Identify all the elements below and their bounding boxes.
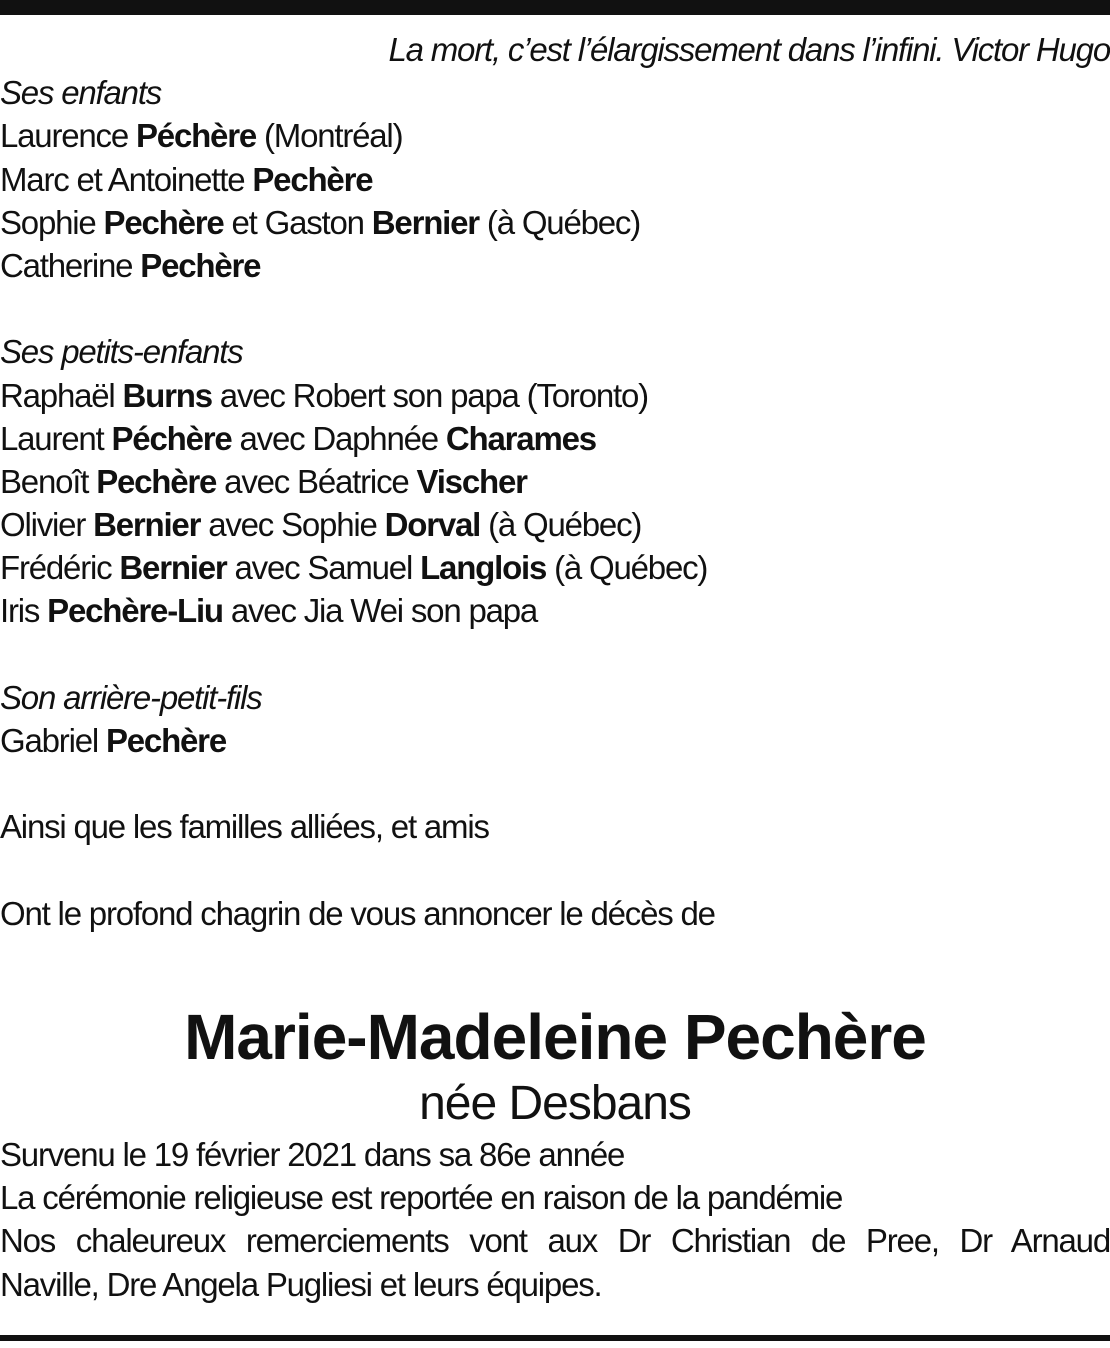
name-text: Frédéric: [0, 549, 120, 587]
surname: Pechère: [252, 160, 373, 198]
family-member-line: [0, 503, 1110, 546]
surname: Péchère: [111, 419, 232, 457]
name-text: avec Daphnée: [231, 419, 446, 457]
name-spacer: [0, 935, 1110, 999]
name-text: Iris: [0, 592, 48, 630]
name-text: (Montréal): [256, 117, 403, 155]
section-spacer: [0, 762, 1110, 805]
name-text: Laurence: [0, 117, 136, 155]
family-member-line: [0, 114, 1110, 157]
family-member-line: [0, 158, 1110, 201]
surname: Charames: [445, 419, 596, 457]
name-text: Catherine: [0, 246, 141, 284]
death-date-text: Survenu le 19 février 2021 dans sa 86e année: [0, 1135, 625, 1173]
name-text: (à Québec): [546, 549, 708, 587]
name-text: avec Béatrice: [216, 462, 417, 500]
surname: Bernier: [93, 506, 201, 544]
name-text: Gabriel: [0, 722, 106, 759]
family-member-line: [0, 589, 1110, 632]
allied-families-text: Ainsi que les familles alliées, et amis: [0, 808, 489, 846]
name-text: Sophie: [0, 203, 104, 241]
section-spacer: [0, 633, 1110, 676]
surname: Bernier: [371, 203, 479, 241]
name-text: (à Québec): [480, 506, 642, 544]
family-member-line: [0, 374, 1110, 417]
surname: Pechère: [105, 722, 226, 759]
family-member-line: [0, 244, 1110, 287]
ceremony-text: La cérémonie religieuse est reportée en raison de la pandémie: [0, 1179, 843, 1217]
maiden-name: née Desbans: [419, 1076, 691, 1130]
obituary-notice: [0, 28, 1110, 1306]
family-member-line: [0, 201, 1110, 244]
surname: Vischer: [416, 462, 527, 500]
family-member-line: [0, 417, 1110, 460]
family-member-line: [0, 719, 1110, 762]
great-grandchild-heading: Son arrière-petit-fils: [0, 678, 262, 716]
name-text: Raphaël: [0, 376, 123, 414]
surname: Péchère: [135, 117, 257, 155]
name-text: Benoît: [0, 462, 97, 500]
top-border-rule: [0, 0, 1110, 15]
surname: Bernier: [119, 549, 227, 587]
name-text: et Gaston: [223, 203, 372, 241]
thanks-text-line-2: Naville, Dre Angela Pugliesi et leurs équipes.: [0, 1265, 602, 1303]
name-text: Laurent: [0, 419, 112, 457]
family-member-line: [0, 546, 1110, 589]
surname: Langlois: [420, 549, 547, 587]
children-list: [0, 114, 1110, 287]
section-spacer: [0, 287, 1110, 330]
surname: Pechère: [103, 203, 224, 241]
epigraph-quote: La mort, c’est l’élargissement dans l’infini. Victor Hugo: [388, 31, 1110, 68]
name-text: avec Samuel: [226, 549, 421, 587]
name-text: avec Sophie: [200, 506, 385, 544]
name-text: (à Québec): [478, 203, 641, 241]
surname: Pechère: [140, 246, 261, 284]
children-heading: Ses enfants: [0, 74, 162, 112]
grandchildren-list: [0, 374, 1110, 633]
deceased-name: Marie-Madeleine Pechère: [184, 1000, 926, 1073]
name-text: Marc et Antoinette: [0, 160, 253, 198]
great-grandchild-list: [0, 719, 1110, 762]
grandchildren-heading: Ses petits-enfants: [0, 333, 243, 371]
family-member-line: [0, 460, 1110, 503]
surname: Burns: [122, 376, 212, 414]
surname: Pechère-Liu: [47, 592, 223, 630]
name-text: Olivier: [0, 506, 94, 544]
section-spacer: [0, 849, 1110, 892]
announcement-text: Ont le profond chagrin de vous annoncer le décès de: [0, 894, 715, 932]
name-text: avec Robert son papa (Toronto): [211, 376, 648, 414]
surname: Dorval: [384, 506, 481, 544]
surname: Pechère: [96, 462, 217, 500]
name-text: avec Jia Wei son papa: [222, 592, 538, 630]
bottom-border-rule: [0, 1335, 1110, 1341]
thanks-text-line-1: Nos chaleureux remerciements vont aux Dr Christian de Pree, Dr Arnaud: [0, 1222, 1110, 1260]
